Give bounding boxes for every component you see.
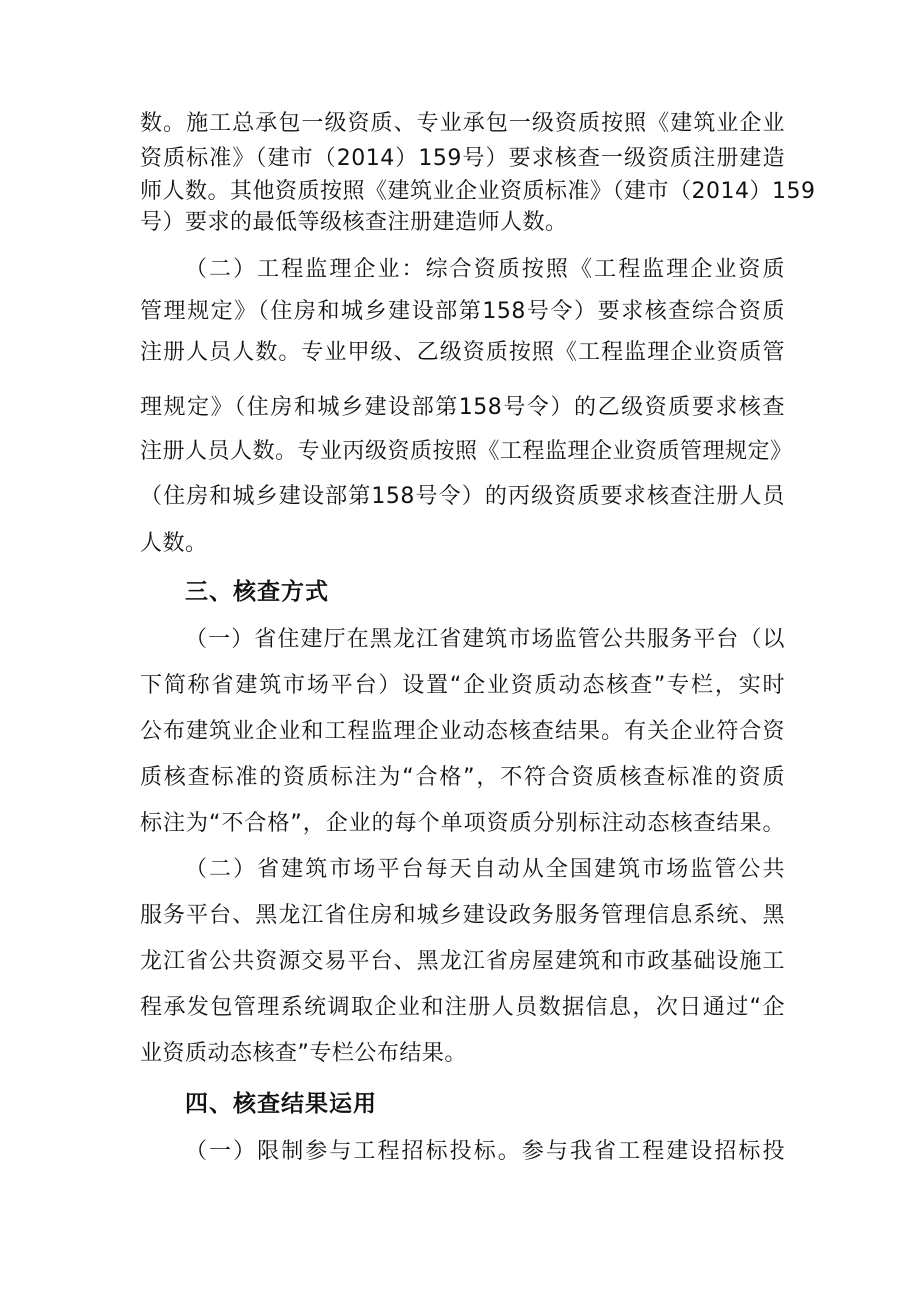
paragraph-line: 管理规定》（住房和城乡建设部第158号令）要求核查综合资质 <box>140 299 785 324</box>
paragraph-line: 服务平台、黑龙江省住房和城乡建设政务服务管理信息系统、黑 <box>140 903 785 928</box>
paragraph-line: 人数。 <box>140 531 208 556</box>
paragraph-line: 理规定》（住房和城乡建设部第158号令）的乙级资质要求核查 <box>140 395 785 420</box>
paragraph-line: 质核查标准的资质标注为“合格”，不符合资质核查标准的资质 <box>140 765 785 790</box>
paragraph-line: 业资质动态核查”专栏公布结果。 <box>140 1041 467 1066</box>
paragraph-line: 公布建筑业企业和工程监理企业动态核查结果。有关企业符合资 <box>140 719 785 744</box>
paragraph-line: 龙江省公共资源交易平台、黑龙江省房屋建筑和市政基础设施工 <box>140 949 785 974</box>
paragraph-line: （二）省建筑市场平台每天自动从全国建筑市场监管公共 <box>185 857 785 882</box>
paragraph-line: 数。施工总承包一级资质、专业承包一级资质按照《建筑业企业 <box>140 111 785 136</box>
paragraph-line: 号）要求的最低等级核查注册建造师人数。 <box>140 210 568 235</box>
paragraph-line: （二）工程监理企业：综合资质按照《工程监理企业资质 <box>185 257 785 282</box>
paragraph-line: 师人数。其他资质按照《建筑业企业资质标准》（建市（2014）159 <box>140 179 816 204</box>
paragraph-line: 注册人员人数。专业甲级、乙级资质按照《工程监理企业资质管 <box>140 340 785 365</box>
paragraph-line: 资质标准》（建市（2014）159号）要求核查一级资质注册建造 <box>140 146 785 171</box>
paragraph-line: 程承发包管理系统调取企业和注册人员数据信息，次日通过“企 <box>140 995 785 1020</box>
section-heading: 四、核查结果运用 <box>185 1091 377 1117</box>
section-heading: 三、核查方式 <box>185 579 329 605</box>
paragraph-line: （一）限制参与工程招标投标。参与我省工程建设招标投 <box>185 1139 785 1164</box>
paragraph-line: 标注为“不合格”，企业的每个单项资质分别标注动态核查结果。 <box>140 811 785 836</box>
paragraph-line: （住房和城乡建设部第158号令）的丙级资质要求核查注册人员 <box>140 484 785 509</box>
paragraph-line: （一）省住建厅在黑龙江省建筑市场监管公共服务平台（以 <box>185 627 785 652</box>
paragraph-line: 注册人员人数。专业丙级资质按照《工程监理企业资质管理规定》 <box>140 439 793 464</box>
paragraph-line: 下简称省建筑市场平台）设置“企业资质动态核查”专栏，实时 <box>140 673 786 698</box>
